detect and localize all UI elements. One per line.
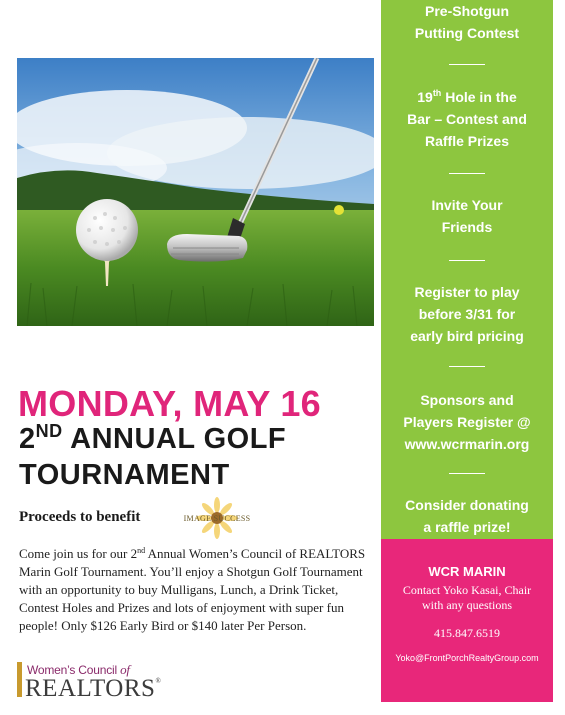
logo-accent-bar bbox=[17, 662, 22, 697]
womens-council-of-realtors-logo bbox=[17, 662, 167, 702]
image-of-success-text: IMAGE SUCCESS bbox=[183, 514, 251, 523]
event-highlights-sidebar bbox=[381, 0, 553, 539]
sidebar-divider bbox=[449, 366, 485, 367]
sidebar-divider bbox=[449, 173, 485, 174]
event-title bbox=[19, 421, 364, 493]
sidebar-item-putting-contest: Pre-Shotgun Putting Contest bbox=[414, 3, 520, 41]
contact-box bbox=[381, 539, 553, 702]
golf-ball-and-club-photo bbox=[17, 58, 374, 326]
contact-person: Contact Yoko Kasai, Chair with any questions bbox=[402, 583, 532, 612]
logo-top-text: Women’s Council of bbox=[27, 662, 130, 677]
event-title-line-1: 2ND ANNUAL GOLF bbox=[19, 421, 287, 455]
sidebar-item-early-bird: Register to play before 3/31 for early bird pricing bbox=[410, 284, 524, 344]
sidebar-item-invite-friends: Invite Your Friends bbox=[431, 197, 503, 235]
image-of-success-logo bbox=[172, 497, 262, 545]
sidebar-divider bbox=[449, 260, 485, 261]
contact-email[interactable]: Yoko@FrontPorchRealtyGroup.com bbox=[395, 653, 539, 663]
sidebar-divider bbox=[449, 64, 485, 65]
sidebar-item-donate: Consider donating a raffle prize! bbox=[405, 497, 529, 535]
event-description: Come join us for our 2nd Annual Women’s Council of REALTORS Marin Golf Tournament. You’ll enjoy a Shotgun Golf Tournament with an opportunity to buy Mulligans, Lunch, a Drink Ticket, Contest Holes and Prizes and lots of enjoyment with super fun people! Only $126 Early Bird or $140 later Per Person. bbox=[19, 546, 366, 633]
contact-title: WCR MARIN bbox=[428, 564, 506, 579]
logo-realtors-text: REALTORS® bbox=[25, 675, 162, 702]
proceeds-to-benefit-label: Proceeds to benefit bbox=[19, 509, 141, 525]
event-date: MONDAY, MAY 16 bbox=[18, 383, 321, 424]
sidebar-item-19th-hole: 19th Hole in the Bar – Contest and Raffle Prizes bbox=[407, 88, 527, 149]
event-title-line-2: TOURNAMENT bbox=[19, 459, 230, 491]
contact-phone[interactable]: 415.847.6519 bbox=[434, 626, 500, 640]
sidebar-divider bbox=[449, 473, 485, 474]
sidebar-item-sponsors: Sponsors and Players Register @ www.wcrmarin.org bbox=[403, 392, 531, 452]
